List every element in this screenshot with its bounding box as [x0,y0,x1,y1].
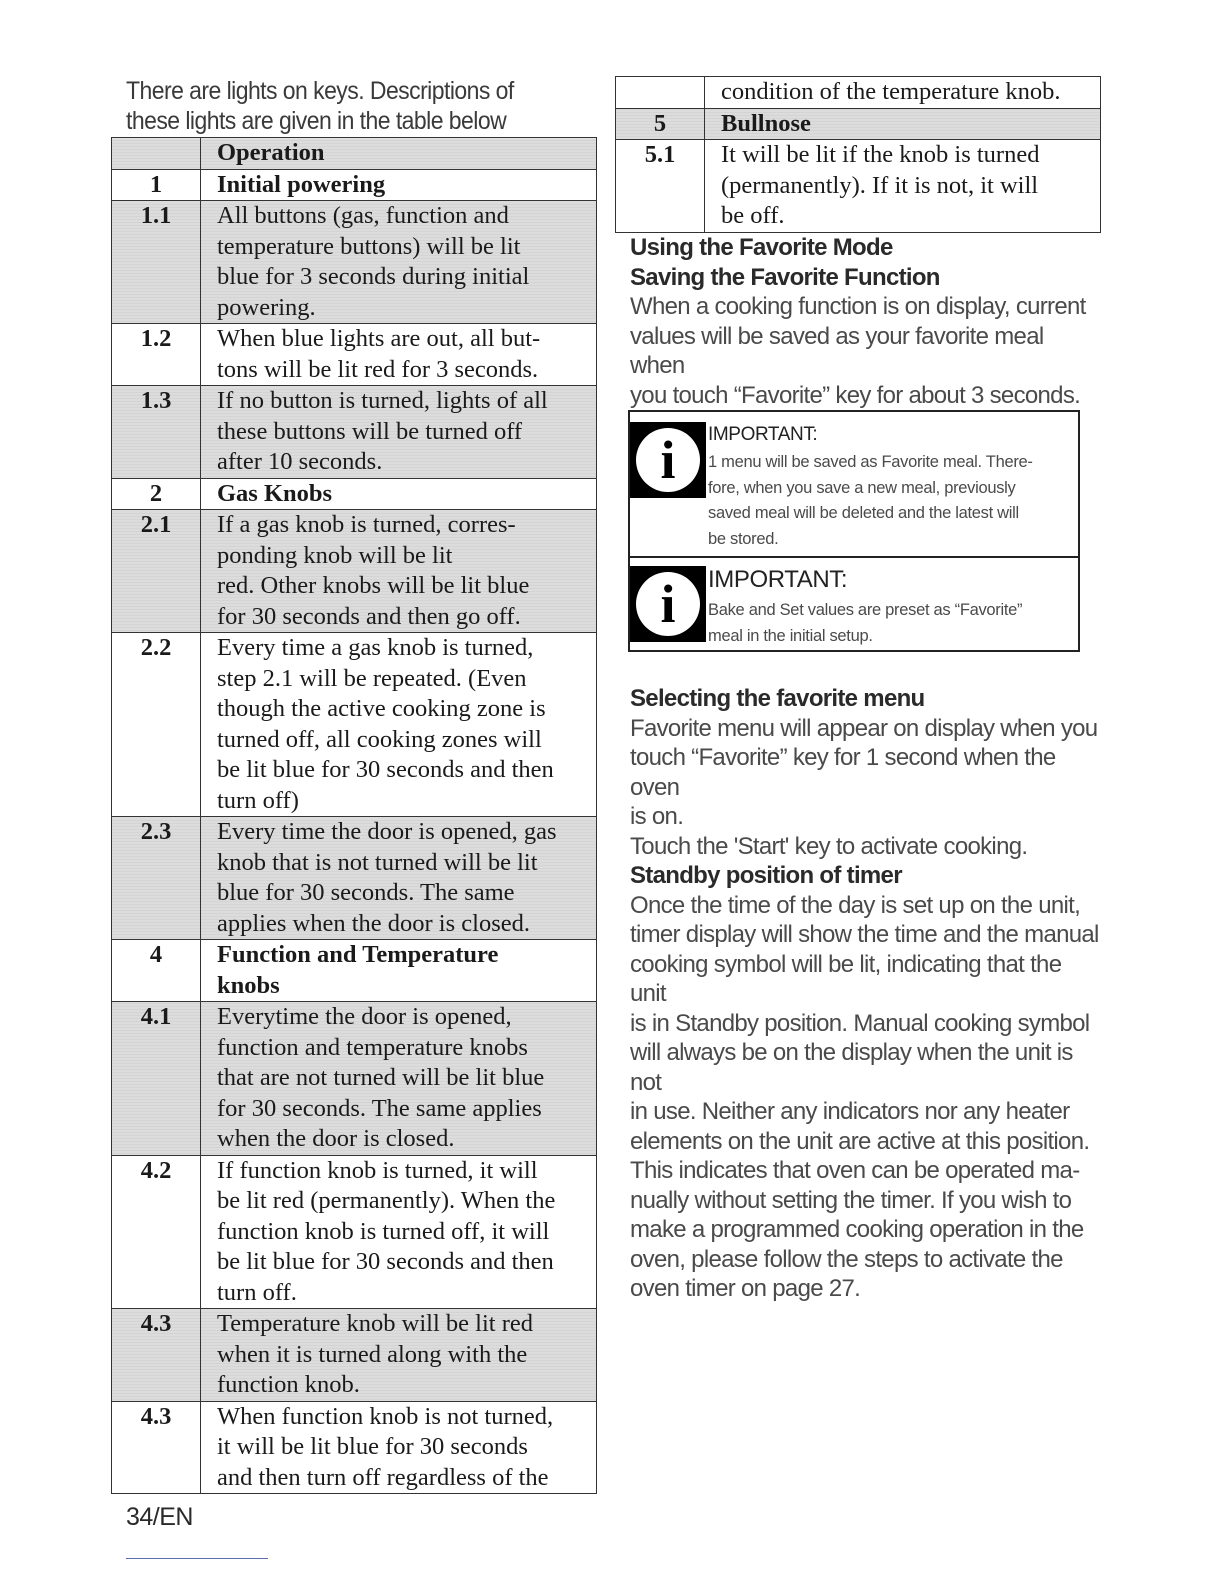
paragraph-line: cooking symbol will be lit, indicating that the unit [630,950,1062,1007]
row-text-line: function knob. [217,1371,360,1398]
row-description [201,1002,597,1156]
row-description [705,140,1101,233]
row-description [201,324,597,386]
paragraph-line: make a programmed cooking operation in the [630,1216,1084,1243]
table-row [112,817,597,940]
table-row [112,633,597,817]
row-text-line: turned off, all cooking zones will [217,725,542,753]
table-row [112,940,597,1002]
row-text-line: blue for 30 seconds. The same [217,879,515,906]
operations-table-body [112,138,597,1494]
row-text-line: blue for 3 seconds during initial [217,263,530,290]
row-number: 4 [112,940,201,1002]
table-row [112,138,597,170]
row-text-line: be lit red (permanently). When the [217,1187,556,1214]
row-number: 5.1 [616,140,705,233]
row-text-line: function knob is turned off, it will [217,1217,550,1245]
row-text-line: Function and Temperature [217,941,499,968]
row-text-line: that are not turned will be lit blue [217,1064,545,1091]
intro-line: these lights are given in the table below [126,107,507,135]
paragraph-line: oven, please follow the steps to activate the [630,1245,1063,1273]
row-text-line: be lit blue for 30 seconds and then [217,756,554,783]
row-text-line: after 10 seconds. [217,448,383,475]
row-text-line: knobs [217,971,280,999]
important-notes-box [628,410,1080,652]
row-description [201,386,597,479]
note-line: be stored. [708,529,779,548]
note-title: IMPORTANT: [708,566,848,593]
footer-rule [126,1558,268,1559]
row-description [201,1309,597,1402]
operations-table-continued [615,76,1101,233]
table-row [112,510,597,633]
row-description [705,77,1101,109]
row-number: 4.1 [112,1002,201,1156]
row-text-line: function and temperature knobs [217,1033,528,1061]
row-text-line: when it is turned along with the [217,1340,528,1368]
row-text-line: If no button is turned, lights of all [217,387,548,414]
section-subheading: Saving the Favorite Function [630,263,940,291]
row-text-line: If a gas knob is turned, corres- [217,511,516,538]
paragraph-line: you touch “Favorite” key for about 3 seconds. [630,381,1081,409]
operations-table-continued-body [616,77,1101,233]
paragraph-line: Favorite menu will appear on display when you [630,714,1098,742]
row-text-line: All buttons (gas, function and [217,202,509,229]
row-text-line: Operation [217,139,325,166]
row-number [616,77,705,109]
note-line: 1 menu will be saved as Favorite meal. There- [708,453,1033,471]
row-text-line: though the active cooking zone is [217,695,546,722]
paragraph-line: in use. Neither any indicators nor any heater [630,1098,1070,1125]
page-number: 34/EN [126,1503,193,1531]
important-note [630,412,1078,558]
row-description [201,817,597,940]
row-text-line: Bullnose [721,109,811,137]
row-description [201,169,597,201]
table-row [112,386,597,479]
row-description [201,201,597,324]
row-number: 4.3 [112,1309,201,1402]
paragraph-line: elements on the unit are active at this position. [630,1127,1090,1155]
row-number: 1.3 [112,386,201,479]
info-icon: i [630,422,706,498]
table-row [112,1155,597,1309]
row-text-line: condition of the temperature knob. [721,78,1061,105]
row-description [201,478,597,510]
paragraph-line: is on. [630,803,684,830]
row-number: 1.1 [112,201,201,324]
section-heading: Using the Favorite Mode [630,234,893,261]
paragraph-line: is in Standby position. Manual cooking symbol [630,1009,1090,1037]
row-number: 2.1 [112,510,201,633]
row-text-line: tons will be lit red for 3 seconds. [217,355,539,383]
row-number: 2 [112,478,201,510]
row-number: 1.2 [112,324,201,386]
intro-line: There are lights on keys. Descriptions of [126,77,514,105]
paragraph-line: Once the time of the day is set up on the unit, [630,891,1081,919]
row-number: 5 [616,108,705,140]
row-description [201,940,597,1002]
paragraph-line: nually without setting the timer. If you wish to [630,1186,1072,1214]
row-number: 4.2 [112,1155,201,1309]
paragraph-line: values will be saved as your favorite meal when [630,322,1044,379]
note-line: saved meal will be deleted and the latest will [708,504,1019,522]
selecting-favorite-section [630,684,1100,1304]
info-icon: i [630,566,706,642]
table-row [112,169,597,201]
row-text-line: it will be lit blue for 30 seconds [217,1433,528,1460]
paragraph-line: This indicates that oven can be operated ma- [630,1157,1080,1184]
row-description [201,510,597,633]
row-text-line: step 2.1 will be repeated. (Even [217,664,527,692]
favorite-mode-section [630,233,1100,410]
row-description [201,1155,597,1309]
note-body [708,598,1078,649]
row-text-line: Initial powering [217,170,386,198]
table-row [112,1309,597,1402]
row-description [201,138,597,170]
row-text-line: Every time a gas knob is turned, [217,634,534,661]
row-number: 2.3 [112,817,201,940]
paragraph-line: touch “Favorite” key for 1 second when the oven [630,744,1056,801]
table-row [616,140,1101,233]
row-text-line: turn off. [217,1278,297,1306]
important-note [630,558,1078,650]
row-text-line: these buttons will be turned off [217,417,523,445]
row-description [705,108,1101,140]
row-text-line: when the door is closed. [217,1125,455,1152]
section-heading: Standby position of timer [630,862,902,889]
note-title: IMPORTANT: [708,424,818,445]
row-text-line: red. Other knobs will be lit blue [217,572,530,599]
table-row [112,324,597,386]
row-text-line: Temperature knob will be lit red [217,1310,533,1337]
row-number: 4.3 [112,1401,201,1494]
row-text-line: be off. [721,202,785,229]
row-text-line: When blue lights are out, all but- [217,325,541,352]
note-line: meal in the initial setup. [708,626,873,645]
paragraph-line: timer display will show the time and the manual [630,921,1099,948]
row-text-line: turn off) [217,786,299,814]
row-text-line: When function knob is not turned, [217,1402,554,1430]
row-text-line: Everytime the door is opened, [217,1003,512,1030]
table-row [616,77,1101,109]
row-text-line: Every time the door is opened, gas [217,818,557,845]
paragraph-line: When a cooking function is on display, current [630,293,1086,320]
section-heading: Selecting the favorite menu [630,685,925,712]
intro-text [126,76,568,136]
row-description [201,1401,597,1494]
row-text-line: be lit blue for 30 seconds and then [217,1248,554,1275]
row-description [201,633,597,817]
paragraph-line: oven timer on page 27. [630,1275,861,1302]
row-text-line: If function knob is turned, it will [217,1156,538,1184]
row-text-line: Gas Knobs [217,479,333,507]
row-text-line: powering. [217,293,316,321]
row-text-line: It will be lit if the knob is turned [721,141,1040,168]
row-text-line: for 30 seconds and then go off. [217,602,521,630]
operations-table [111,137,597,1494]
row-text-line: (permanently). If it is not, it will [721,171,1039,199]
paragraph-line: Touch the 'Start' key to activate cooking. [630,832,1028,860]
row-text-line: for 30 seconds. The same applies [217,1094,542,1122]
table-row [112,1401,597,1494]
table-row [112,201,597,324]
row-number [112,138,201,170]
row-text-line: knob that is not turned will be lit [217,848,538,876]
paragraph-line: will always be on the display when the unit is not [630,1039,1073,1096]
row-text-line: and then turn off regardless of the [217,1463,549,1491]
note-line: Bake and Set values are preset as “Favorite” [708,601,1023,619]
table-row [616,108,1101,140]
row-text-line: ponding knob will be lit [217,541,453,569]
table-row [112,1002,597,1156]
note-body [708,450,1078,552]
note-line: fore, when you save a new meal, previously [708,478,1016,497]
row-number: 2.2 [112,633,201,817]
row-text-line: temperature buttons) will be lit [217,232,521,260]
row-text-line: applies when the door is closed. [217,909,530,937]
table-row [112,478,597,510]
row-number: 1 [112,169,201,201]
